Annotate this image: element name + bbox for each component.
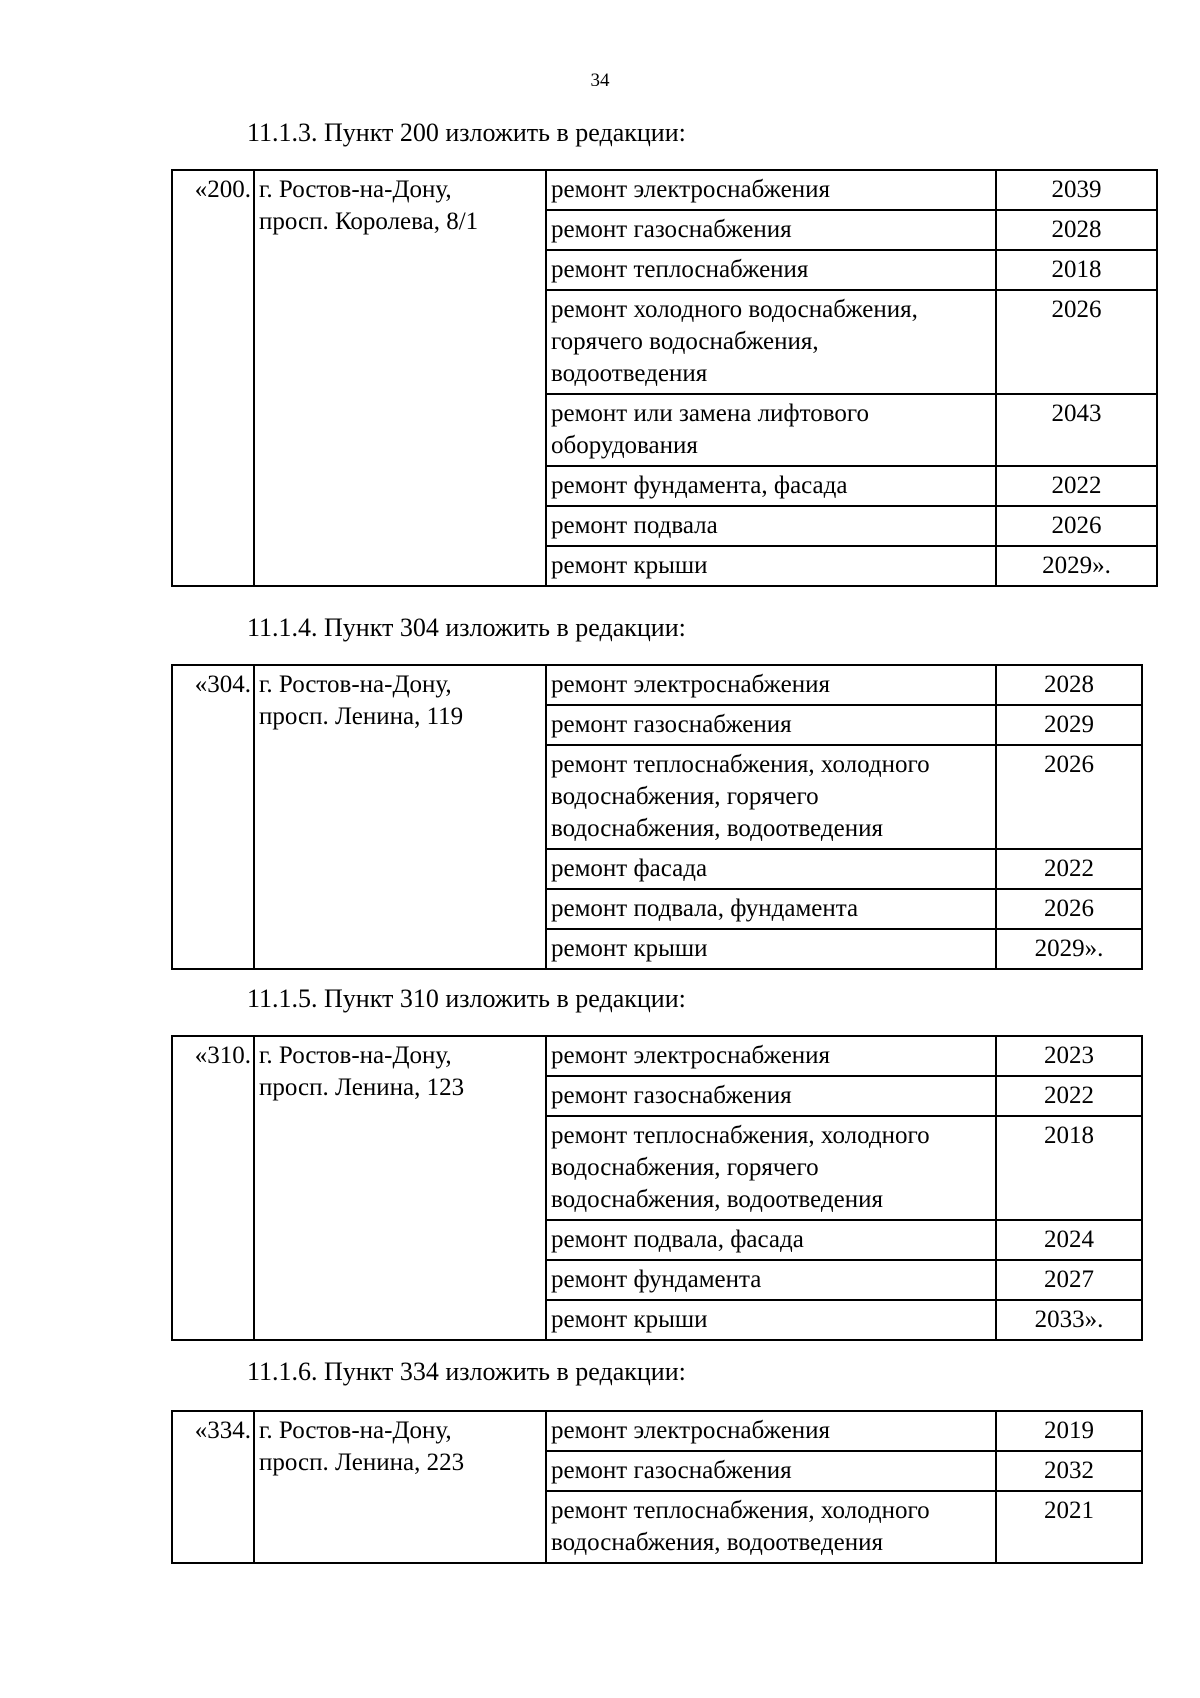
year-cell: 2019 [996, 1411, 1142, 1451]
year-cell: 2021 [996, 1491, 1142, 1563]
schedule-table [171, 664, 1143, 970]
year-cell: 2026 [996, 889, 1142, 929]
year-cell: 2022 [996, 466, 1157, 506]
section-heading: 11.1.3. Пункт 200 изложить в редакции: [247, 118, 686, 147]
year-cell: 2033». [996, 1300, 1142, 1340]
work-cell: ремонт электроснабжения [546, 1036, 996, 1076]
work-cell: ремонт электроснабжения [546, 170, 996, 210]
work-cell: ремонт фундамента, фасада [546, 466, 996, 506]
year-cell: 2028 [996, 210, 1157, 250]
table-row [172, 1411, 1142, 1451]
item-number: «200. [172, 170, 254, 586]
section-heading: 11.1.5. Пункт 310 изложить в редакции: [247, 984, 686, 1013]
section-heading: 11.1.6. Пункт 334 изложить в редакции: [247, 1357, 686, 1386]
year-cell: 2022 [996, 849, 1142, 889]
work-cell: ремонт крыши [546, 1300, 996, 1340]
year-cell: 2018 [996, 250, 1157, 290]
work-cell: ремонт теплоснабжения [546, 250, 996, 290]
work-cell: ремонт подвала, фасада [546, 1220, 996, 1260]
year-cell: 2026 [996, 290, 1157, 394]
address-cell: г. Ростов-на-Дону, просп. Ленина, 223 [254, 1411, 546, 1563]
page-number: 34 [590, 70, 610, 91]
work-cell: ремонт электроснабжения [546, 1411, 996, 1451]
work-cell: ремонт электроснабжения [546, 665, 996, 705]
schedule-table [171, 1410, 1143, 1564]
year-cell: 2029 [996, 705, 1142, 745]
year-cell: 2024 [996, 1220, 1142, 1260]
work-cell: ремонт подвала [546, 506, 996, 546]
schedule-table [171, 1035, 1143, 1341]
work-cell: ремонт газоснабжения [546, 210, 996, 250]
work-cell: ремонт газоснабжения [546, 1076, 996, 1116]
work-cell: ремонт теплоснабжения, холодного водоснабжения, водоотведения [546, 1491, 996, 1563]
year-cell: 2032 [996, 1451, 1142, 1491]
work-cell: ремонт подвала, фундамента [546, 889, 996, 929]
work-cell: ремонт газоснабжения [546, 1451, 996, 1491]
address-cell: г. Ростов-на-Дону, просп. Королева, 8/1 [254, 170, 546, 586]
work-cell: ремонт фундамента [546, 1260, 996, 1300]
year-cell: 2027 [996, 1260, 1142, 1300]
schedule-table [171, 169, 1158, 587]
year-cell: 2026 [996, 745, 1142, 849]
year-cell: 2028 [996, 665, 1142, 705]
item-number: «334. [172, 1411, 254, 1563]
year-cell: 2029». [996, 546, 1157, 586]
address-cell: г. Ростов-на-Дону, просп. Ленина, 119 [254, 665, 546, 969]
item-number: «310. [172, 1036, 254, 1340]
year-cell: 2026 [996, 506, 1157, 546]
year-cell: 2023 [996, 1036, 1142, 1076]
work-cell: ремонт фасада [546, 849, 996, 889]
year-cell: 2029». [996, 929, 1142, 969]
address-cell: г. Ростов-на-Дону, просп. Ленина, 123 [254, 1036, 546, 1340]
work-cell: ремонт холодного водоснабжения, горячего водоснабжения, водоотведения [546, 290, 996, 394]
work-cell: ремонт теплоснабжения, холодного водоснабжения, горячего водоснабжения, водоотведения [546, 1116, 996, 1220]
work-cell: ремонт крыши [546, 546, 996, 586]
work-cell: ремонт крыши [546, 929, 996, 969]
work-cell: ремонт теплоснабжения, холодного водоснабжения, горячего водоснабжения, водоотведения [546, 745, 996, 849]
year-cell: 2022 [996, 1076, 1142, 1116]
table-row [172, 1036, 1142, 1076]
table-row [172, 170, 1157, 210]
year-cell: 2018 [996, 1116, 1142, 1220]
work-cell: ремонт или замена лифтового оборудования [546, 394, 996, 466]
table-row [172, 665, 1142, 705]
item-number: «304. [172, 665, 254, 969]
year-cell: 2043 [996, 394, 1157, 466]
work-cell: ремонт газоснабжения [546, 705, 996, 745]
year-cell: 2039 [996, 170, 1157, 210]
section-heading: 11.1.4. Пункт 304 изложить в редакции: [247, 613, 686, 642]
